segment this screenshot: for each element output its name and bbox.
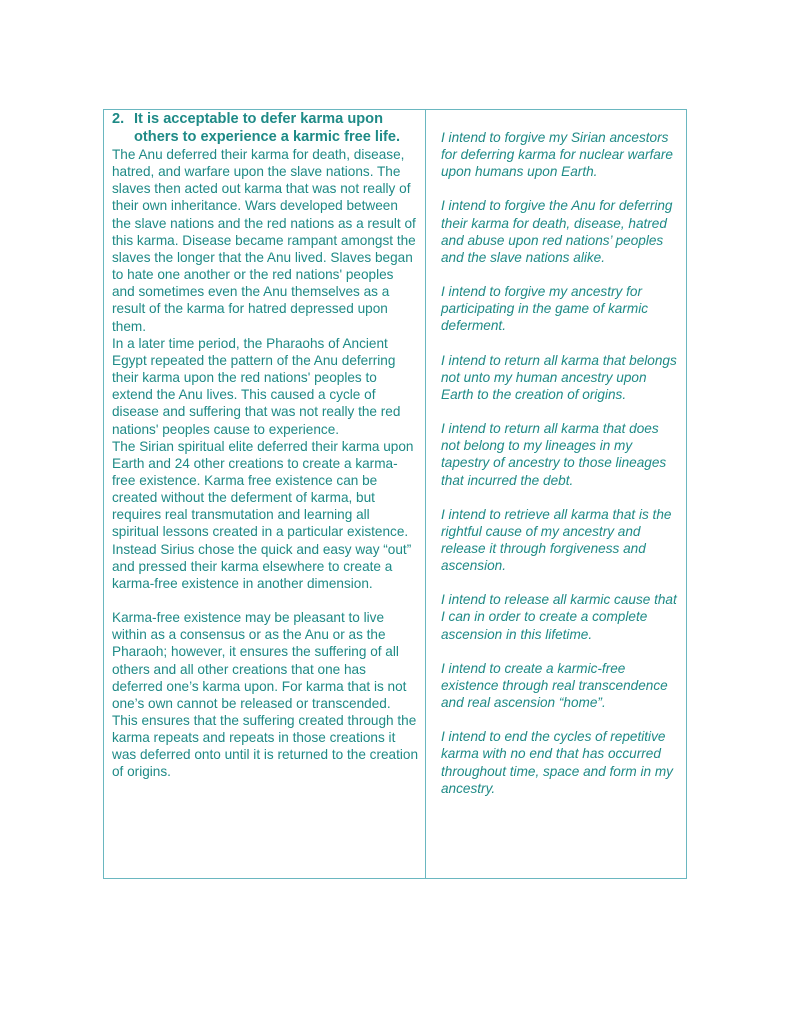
intent-statement: I intend to end the cycles of repetitive karma with no end that has occurred throughout time, space and form in my ancestry.: [441, 729, 673, 796]
heading-text: It is acceptable to defer karma upon others to experience a karmic free life.: [134, 111, 401, 145]
intent-statement: I intend to create a karmic-free existence through real transcendence and real ascension “home”.: [441, 660, 668, 711]
paragraph-anu: The Anu deferred their karma for death, disease, hatred, and warfare upon the slave nations. The slaves then acted out karma that was not really of their own inheritance. Wars developed between the slave nations and the red nations as a result of this karma. Disease became rampant amongst the slaves the longer that the Anu lived. Slaves began to hate one another or the red nations' peoples and sometimes even the Anu themselves as a result of the karma for hatred depressed upon them.: [112, 147, 416, 334]
left-column: [104, 110, 426, 878]
paragraph-karma-free: Karma-free existence may be pleasant to live within as a consensus or as the Anu or as the Pharaoh; however, it ensures the suffering of all others and all other creations that one has deferred one’s karma upon. For karma that is not one’s own cannot be released or transcended. This ensures that the suffering created through the karma repeats and repeats in those creations it was deferred onto until it is returned to the creation of origins.: [112, 610, 419, 780]
paragraph-gap: [112, 592, 419, 609]
intent-statement: I intend to retrieve all karma that is the rightful cause of my ancestry and release it through forgiveness and ascension.: [441, 506, 672, 574]
content-table: [103, 109, 687, 879]
intent-statement: I intend to return all karma that belongs not unto my human ancestry upon Earth to the creation of origins.: [441, 352, 677, 402]
intent-statement: I intend to forgive my ancestry for participating in the game of karmic deferment.: [441, 284, 649, 334]
paragraph-sirian: The Sirian spiritual elite deferred their karma upon Earth and 24 other creations to create a karma-free existence. Karma free existence can be created without the deferment of karma, but requires real transmutation and learning all spiritual lessons created in a particular existence. Instead Sirius chose the quick and easy way “out” and pressed their karma elsewhere to create a karma-free existence in another dimension.: [112, 438, 414, 591]
intent-statement: I intend to forgive my Sirian ancestors for deferring karma for nuclear warfare upon humans upon Earth.: [441, 130, 673, 180]
heading-number: 2.: [112, 111, 125, 127]
right-column: [426, 110, 686, 878]
section-heading: [112, 111, 419, 146]
paragraph-pharaohs: In a later time period, the Pharaohs of Ancient Egypt repeated the pattern of the Anu deferring their karma upon the red nations' peoples to extend the Anu lives. This caused a cycle of disease and suffering that was not really the red nations' peoples cause to experience.: [112, 335, 401, 437]
intent-statement: I intend to release all karmic cause that I can in order to create a complete ascension in this lifetime.: [441, 592, 677, 642]
intent-statement: I intend to return all karma that does not belong to my lineages in my tapestry of ancestry to those lineages that incurred the debt.: [441, 421, 667, 488]
intent-statement: I intend to forgive the Anu for deferring their karma for death, disease, hatred and abuse upon red nations’ peoples and the slave nations alike.: [441, 198, 673, 265]
